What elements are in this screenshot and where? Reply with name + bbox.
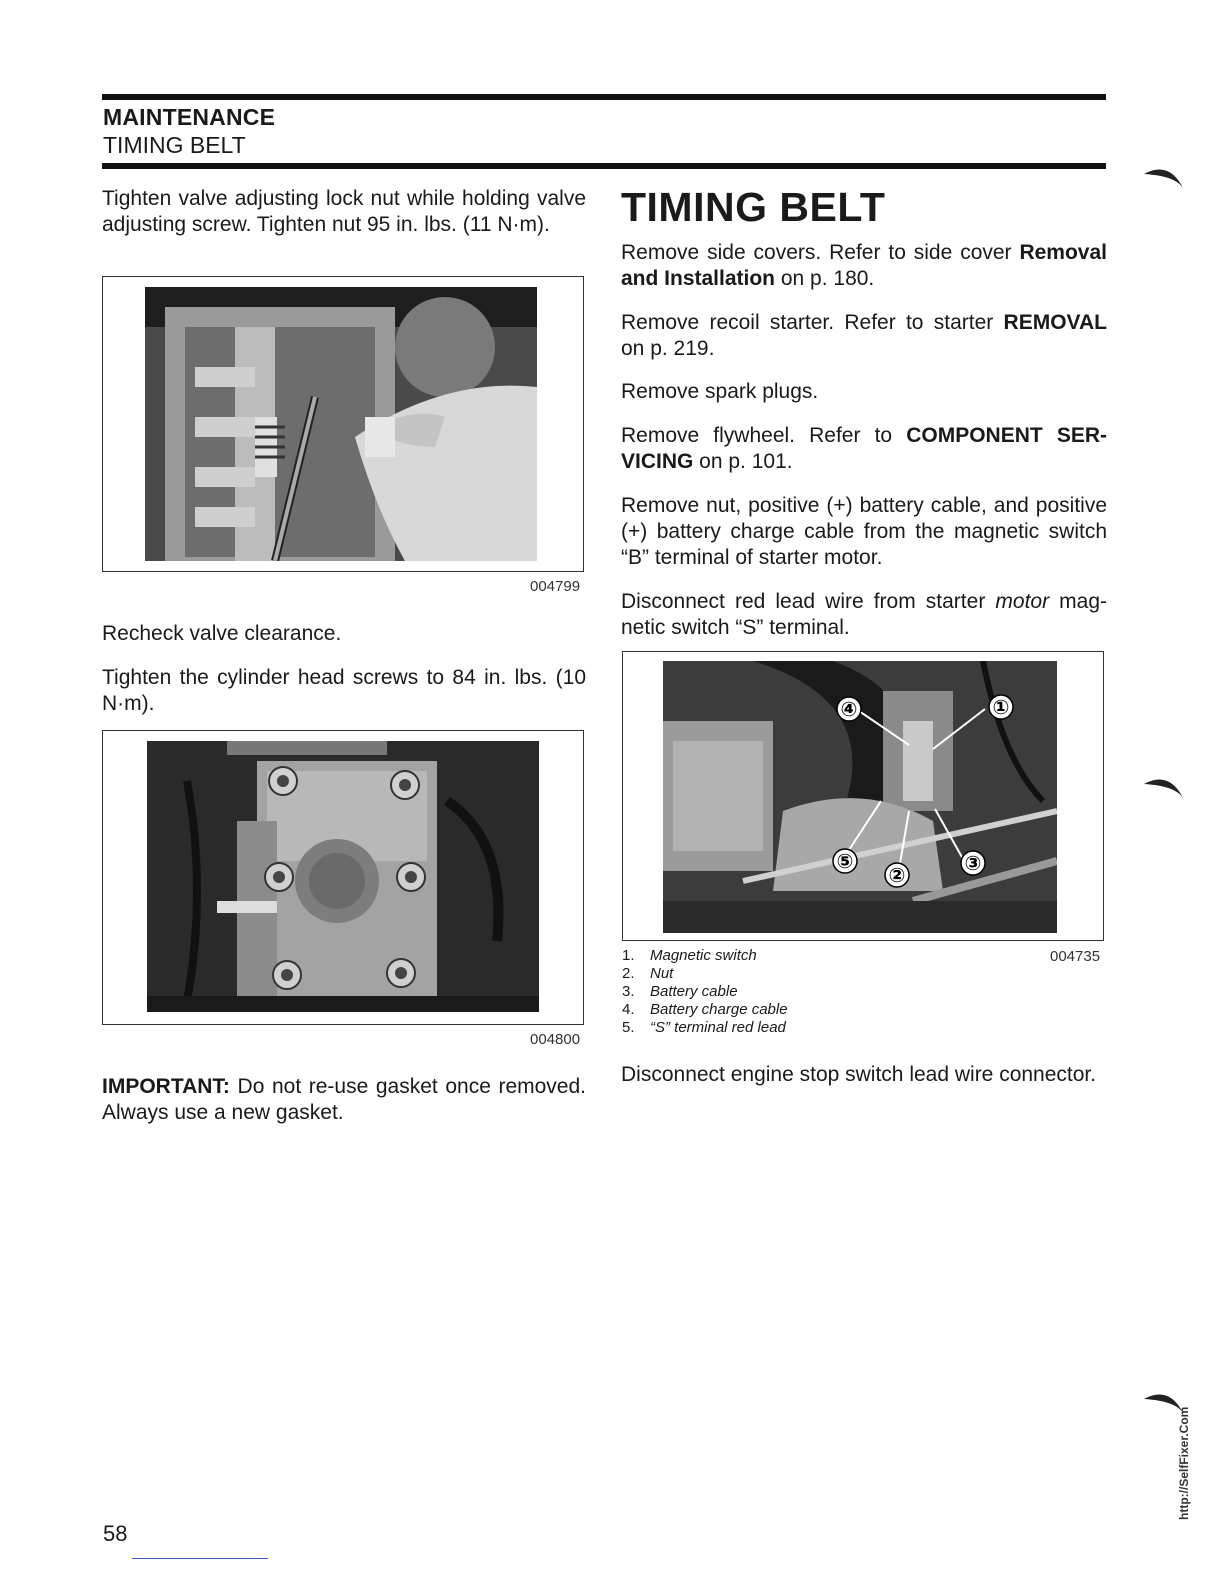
right-p1-text: Remove side covers. Refer to side cover [621,241,1020,264]
footer-link-underline [132,1558,268,1559]
right-paragraph-5: Remove nut, positive (+) battery cable, and positive (+) battery charge cable from the magnetic switch “B” terminal of starter motor. [621,494,1107,569]
right-paragraph-3: Remove spark plugs. [621,380,819,403]
right-p6-rest: magnetic switch “S” terminal. [621,590,1108,639]
legend-num: 2. [622,965,635,982]
watermark: http://SelfFixer.Com [1177,1406,1191,1520]
header-rule-bottom [102,163,1106,169]
legend-item [622,983,788,1001]
important-label: IMPORTANT: [102,1075,230,1098]
callout-4: ④ [840,697,858,721]
legend-text: “S” terminal red lead [650,1019,786,1036]
right-p6-text: Disconnect red lead wire from starter [621,590,996,613]
right-paragraph-7: Disconnect engine stop switch lead wire connector. [621,1063,1097,1086]
left-paragraph-3: Tighten the cylinder head screws to 84 in. lbs. (10 N·m). [102,666,586,715]
page-number: 58 [103,1521,128,1546]
figure-starter-switch [622,651,1104,941]
figure-cylinder-head [102,730,584,1025]
legend-text: Magnetic switch [650,947,757,964]
legend-item [622,947,788,965]
important-text: Do not re-use gasket once removed. Always use a new gasket. [102,1075,586,1124]
right-p1-ref: on p. 180. [775,267,875,290]
photo-starter-switch [663,661,1057,933]
figure-valve-adjust [102,276,584,572]
subsection-title: TIMING BELT [103,132,246,158]
right-p4-bold: COMPONENT SERVICING [621,424,1107,473]
important-note [102,1074,586,1126]
right-p2-ref: on p. 219. [621,337,715,360]
right-paragraph-4 [621,423,1107,475]
legend-num: 4. [622,1001,635,1018]
right-p2-bold: REMOVAL [1003,311,1107,334]
legend-item [622,1019,788,1037]
callout-2: ② [888,863,906,887]
figure-legend [622,947,788,1037]
right-p4-ref: on p. 101. [693,450,793,473]
legend-text: Nut [650,965,674,982]
photo-cylinder-head [147,741,539,1012]
margin-tab-icon [1140,160,1190,210]
margin-tab-icon [1140,770,1190,820]
legend-text: Battery charge cable [650,1001,788,1018]
legend-item [622,1001,788,1019]
left-paragraph-1: Tighten valve adjusting lock nut while holding valve adjusting screw. Tighten nut 95 in. lbs. (11 N·m). [102,187,586,236]
figure-code-3: 004735 [1050,948,1101,965]
section-title: MAINTENANCE [103,104,276,130]
timing-belt-heading: TIMING BELT [621,184,886,230]
legend-text: Battery cable [650,983,738,1000]
photo-valve-adjust [145,287,537,561]
right-p4-text: Remove flywheel. Refer to [621,424,907,447]
callout-5: ⑤ [836,849,854,873]
legend-item [622,965,788,983]
right-p6-italic: motor [995,590,1050,613]
legend-num: 1. [622,947,635,964]
legend-num: 5. [622,1019,635,1036]
figure-code-1: 004799 [530,578,581,595]
right-paragraph-2 [621,310,1107,362]
callout-1: ① [992,695,1010,719]
right-paragraph-6 [621,589,1107,641]
right-p2-text: Remove recoil starter. Refer to starter [621,311,1004,334]
left-paragraph-2: Recheck valve clearance. [102,622,342,645]
callout-3: ③ [964,851,982,875]
figure-code-2: 004800 [530,1031,581,1048]
right-paragraph-1 [621,240,1107,292]
right-p1-bold: Removal and Installation [621,241,1107,290]
header-rule-top [102,94,1106,100]
legend-num: 3. [622,983,635,1000]
